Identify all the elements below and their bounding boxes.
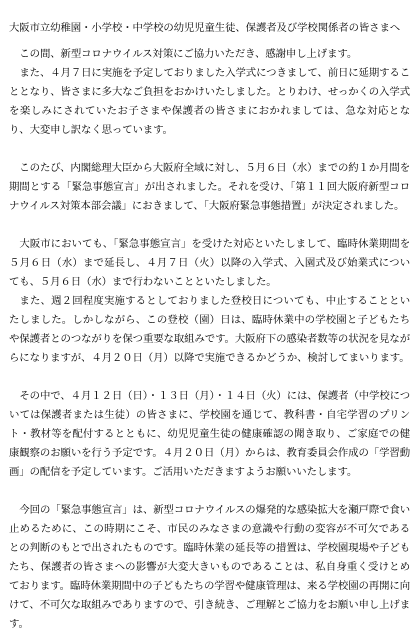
notice-section-emergency-declaration: [9, 159, 410, 216]
notice-section-closing: [9, 501, 410, 634]
notice-paragraph: この間、新型コロナウイルス対策にご協力いただき、感謝申し上げます。: [19, 48, 358, 60]
notice-paragraph: 今回の「緊急事態宣言」は、新型コロナウイルスの爆発的な感染拡大を瀬戸際で食い止めるために、この時期にこそ、市民のみなさまの意識や行動の変容が不可欠であるとの判断のもとで出されたものです。臨時休業の延長等の措置は、学校園現場や子どもたち、保護者の皆さまへの影響が大変大きいものであることは、私自身重く受けとめております。臨時休業期間中の子どもたちの学習や健康管理は、来る学校園の再開に向けて、不可欠な取組みでありますので、引き続き、ご理解とご協力をお願い申し上げます。: [9, 504, 410, 630]
notice-paragraph: 大阪市においても、「緊急事態宣言」を受けた対応といたしまして、臨時休業期間を５月６日（水）まで延長し、４月７日（火）以降の入学式、入園式及び始業式についても、５月６日（水）まで行わないことといたしました。: [9, 238, 410, 288]
notice-paragraph: また、週２回程度実施するとしておりました登校日についても、中止することといたしました。しかしながら、この登校（園）日は、臨時休業中の学校園と子どもたちや保護者とのつながりを保つ重要な取組みです。大阪府下の感染者数等の状況を見ながらになりますが、４月２０日（月）以降で実施できるかどうか、検討してまいります。: [9, 295, 410, 364]
notice-heading: 大阪市立幼稚園・小学校・中学校の幼児児童生徒、保護者及び学校関係者の皆さまへ: [9, 22, 401, 34]
notice-section-school-closure: [9, 235, 410, 368]
notice-section-materials-distribution: [9, 387, 410, 482]
notice-paragraph: また、４月７日に実施を予定しておりました入学式につきまして、前日に延期することとなり、皆さまに多大なご負担をおかけいたしました。とりわけ、せっかくの入学式を楽しみにされていたお子さまや保護者の皆さまにおかれましては、急な対応となり、大変申し訳なく思っています。: [9, 67, 411, 136]
notice-section-gratitude: [9, 45, 410, 140]
notice-paragraph: このたび、内閣総理大臣から大阪府全域に対し、５月６日（水）までの約１か月間を期間とする「緊急事態宣言」が出されました。それを受け、「第１１回大阪府新型コロナウイルス対策本部会議」におきまして、「大阪府緊急事態措置」が決定されました。: [9, 162, 411, 212]
notice-paragraph: その中で、４月１２日（日）・１３日（月）・１４日（火）には、保護者（中学校については保護者または生徒）の皆さまに、学校園を通じて、教科書・自宅学習のプリント・教材等を配付するとともに、幼児児童生徒の健康確認の聞き取り、ご家庭での健康観察のお願いを行う予定です。４月２０日（月）からは、教育委員会作成の「学習動画」の配信を予定しています。ご活用いただきますようお願いいたします。: [9, 390, 410, 478]
